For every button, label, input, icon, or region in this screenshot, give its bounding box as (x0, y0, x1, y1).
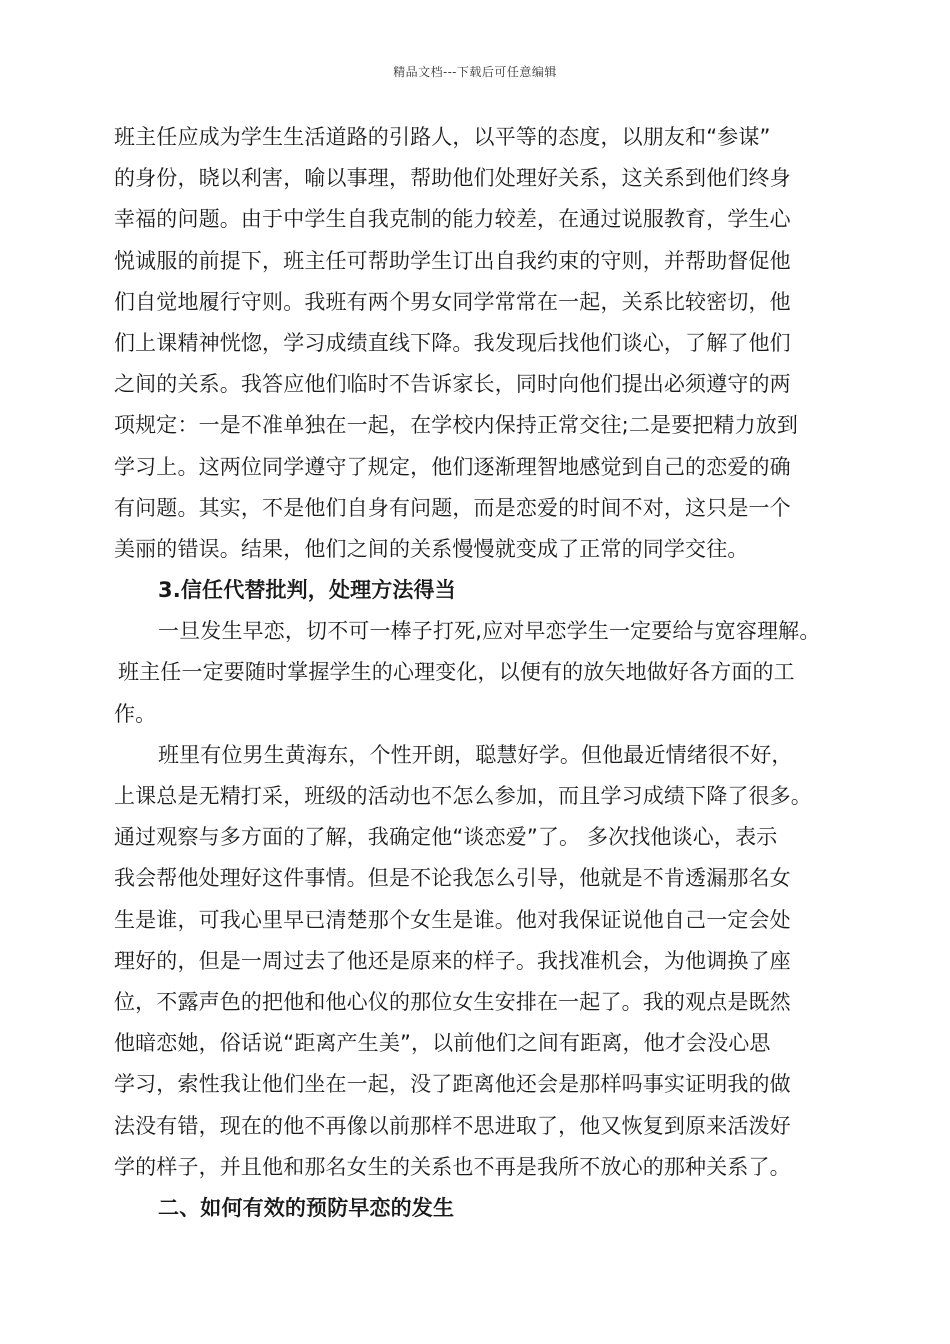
text-line: 他暗恋她，俗话说“距离产生美”，以前他们之间有距离，他才会没心思 (114, 1031, 771, 1056)
text-line: 有问题。其实，不是他们自身有问题，而是恋爱的时间不对，这只是一个 (114, 495, 791, 520)
text-line: 理好的，但是一周过去了他还是原来的样子。我找准机会，为他调换了座 (114, 948, 791, 973)
text-line: 位，不露声色的把他和他心仪的那位女生安排在一起了。我的观点是既然 (114, 989, 791, 1014)
text-line: 通过观察与多方面的了解，我确定他“谈恋爱”了。 多次找他谈心，表示 (114, 825, 778, 850)
text-line: 上课总是无精打采，班级的活动也不怎么参加，而且学习成绩下降了很多。 (114, 784, 812, 808)
text-line: 法没有错，现在的他不再像以前那样不思进取了，他又恢复到原来活泼好 (114, 1113, 791, 1138)
text-line: 生是谁，可我心里早已清楚那个女生是谁。他对我保证说他自己一定会处 (114, 907, 791, 932)
text-line: 幸福的问题。由于中学生自我克制的能力较差，在通过说服教育，学生心 (114, 207, 791, 232)
section-heading: 3.信任代替批判，处理方法得当 (158, 578, 456, 603)
text-line: 班主任一定要随时掌握学生的心理变化，以便有的放矢地做好各方面的工 (118, 660, 795, 685)
text-line: 项规定：一是不准单独在一起，在学校内保持正常交往;二是要把精力放到 (114, 413, 799, 438)
text-line: 班里有位男生黄海东，个性开朗，聪慧好学。但他最近情绪很不好， (158, 742, 793, 767)
text-line: 们上课精神恍惚，学习成绩直线下降。我发现后找他们谈心，了解了他们 (114, 330, 791, 355)
text-line: 之间的关系。我答应他们临时不告诉家长，同时向他们提出必须遵守的两 (114, 372, 791, 397)
text-line: 作。 (114, 701, 157, 726)
text-line: 一旦发生早恋，切不可一棒子打死,应对早恋学生一定要给与宽容理解。 (158, 619, 821, 644)
text-line: 学的样子，并且他和那名女生的关系也不再是我所不放心的那种关系了。 (114, 1154, 791, 1179)
text-line: 的身份，晓以利害，喻以事理，帮助他们处理好关系，这关系到他们终身 (114, 166, 791, 191)
text-line: 班主任应成为学生生活道路的引路人，以平等的态度，以朋友和“参谋” (114, 125, 771, 149)
document-body (114, 117, 849, 1229)
text-line: 悦诚服的前提下，班主任可帮助学生订出自我约束的守则，并帮助督促他 (114, 248, 791, 273)
text-line: 们自觉地履行守则。我班有两个男女同学常常在一起，关系比较密切，他 (114, 289, 791, 314)
page-header: 精品文档---下载后可任意编辑 (393, 65, 557, 79)
text-line: 学习上。这两位同学遵守了规定，他们逐渐理智地感觉到自己的恋爱的确 (114, 454, 791, 479)
text-line: 我会帮他处理好这件事情。但是不论我怎么引导，他就是不肯透漏那名女 (114, 866, 791, 891)
text-line: 学习，索性我让他们坐在一起，没了距离他还会是那样吗事实证明我的做 (114, 1072, 791, 1097)
section-heading: 二、如何有效的预防早恋的发生 (158, 1195, 455, 1220)
text-line: 美丽的错误。结果，他们之间的关系慢慢就变成了正常的同学交往。 (114, 536, 749, 561)
